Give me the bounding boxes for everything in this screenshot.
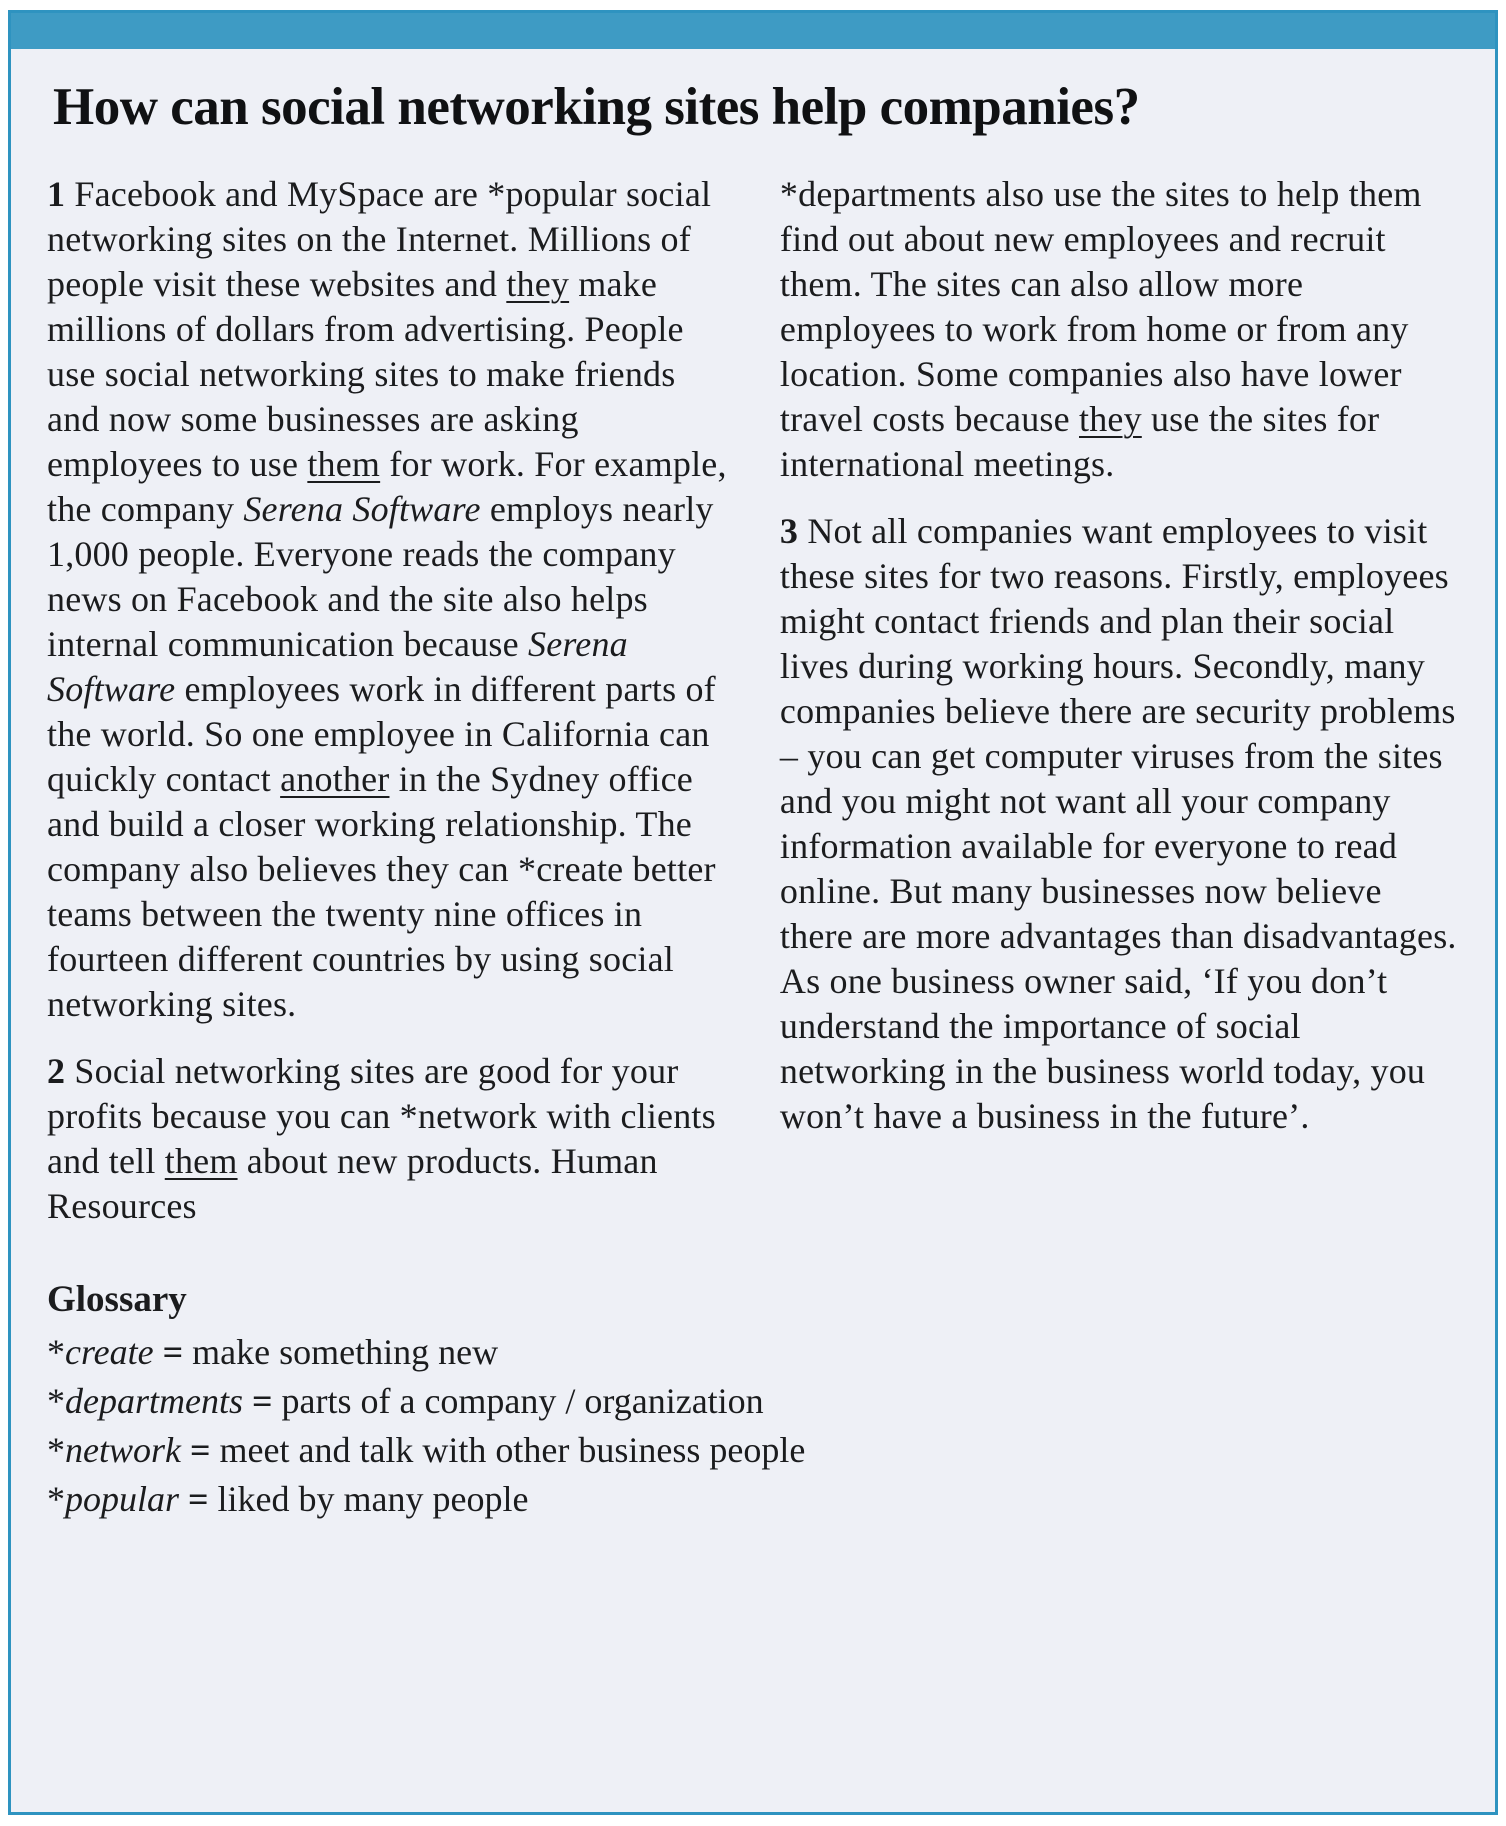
- top-accent-bar: [11, 13, 1495, 49]
- text-run: in the Sydney office and build a closer working relationship. The company also believes they can *create better teams between the twenty nine offices in fourteen different countries by using social networking sites.: [47, 758, 716, 1024]
- glossary-term: create: [65, 1331, 154, 1372]
- text-run: 2: [47, 1050, 75, 1091]
- glossary-heading: Glossary: [47, 1278, 187, 1320]
- glossary-term: network: [65, 1429, 181, 1470]
- equals-separator: =: [179, 1478, 218, 1519]
- asterisk: *: [47, 1478, 65, 1519]
- equals-separator: =: [180, 1429, 220, 1470]
- text-run: Social networking sites are good for your profits because you can *network with clients and tell: [47, 1050, 716, 1181]
- text-run: 1: [47, 173, 75, 214]
- paragraph: [47, 1049, 736, 1229]
- text-run: use the sites for international meetings.: [779, 398, 1380, 484]
- glossary-definition: liked by many people: [217, 1478, 529, 1519]
- article-column-right: [780, 172, 1459, 1251]
- article-content: [11, 77, 1495, 1524]
- text-run: for work. For example, the company: [47, 443, 727, 529]
- glossary-definition: make something new: [192, 1331, 499, 1372]
- text-run: employs nearly 1,000 people. Everyone reads the company news on Facebook and the site also helps internal communication because: [47, 488, 714, 664]
- glossary-entries: [47, 1328, 1459, 1524]
- glossary-section: [47, 1275, 1459, 1524]
- text-run: they: [506, 263, 570, 304]
- asterisk: *: [47, 1429, 65, 1470]
- equals-separator: =: [242, 1380, 282, 1421]
- glossary-term: popular: [65, 1478, 180, 1519]
- text-run: employees work in different parts of the world. So one employee in California can quickly contact: [47, 668, 716, 799]
- glossary-definition: meet and talk with other business people: [219, 1429, 806, 1470]
- text-run: Serena Software: [47, 623, 628, 709]
- article-title: How can social networking sites help companies?: [53, 78, 1140, 136]
- text-run: *departments also use the sites to help them find out about new employees and recruit them. The sites can also allow more employees to work from home or from any location. Some companies also have lower travel costs because: [779, 173, 1422, 439]
- paragraph: [780, 172, 1459, 487]
- text-run: about new products. Human Resources: [47, 1140, 658, 1226]
- text-run: Not all companies want employees to visit these sites for two reasons. Firstly, employees might contact friends and plan their social lives during working hours. Secondly, many companies believe there are security problems – you can get computer viruses from the sites and you might not want all your company information available for everyone to read online. But many businesses now believe there are more advantages than disadvantages. As one business owner said, ‘If you don’t understand the importance of social networking in the business world today, you won’t have a business in the future’.: [779, 510, 1457, 1136]
- equals-separator: =: [153, 1331, 193, 1372]
- text-run: Facebook and MySpace are *popular social networking sites on the Internet. Millions of people visit these websites and: [47, 173, 712, 304]
- text-run: they: [1079, 398, 1142, 439]
- glossary-entry: [47, 1377, 1459, 1426]
- glossary-entry: [47, 1426, 1459, 1475]
- text-run: make millions of dollars from advertising. People use social networking sites to make friends and now some businesses are asking employees to use: [47, 263, 684, 484]
- text-run: them: [164, 1140, 238, 1181]
- glossary-term: departments: [65, 1380, 243, 1421]
- text-run: 3: [779, 510, 808, 551]
- text-run: another: [280, 758, 390, 799]
- text-run: Serena Software: [243, 488, 481, 529]
- asterisk: *: [47, 1331, 65, 1372]
- article-column-left: [47, 172, 736, 1251]
- article-columns: [47, 172, 1459, 1251]
- asterisk: *: [47, 1380, 65, 1421]
- glossary-definition: parts of a company / organization: [281, 1380, 764, 1421]
- reading-card: [8, 10, 1498, 1815]
- glossary-entry: [47, 1475, 1459, 1524]
- text-run: them: [307, 443, 381, 484]
- paragraph: [47, 172, 736, 1027]
- glossary-entry: [47, 1328, 1459, 1377]
- paragraph: [780, 509, 1459, 1139]
